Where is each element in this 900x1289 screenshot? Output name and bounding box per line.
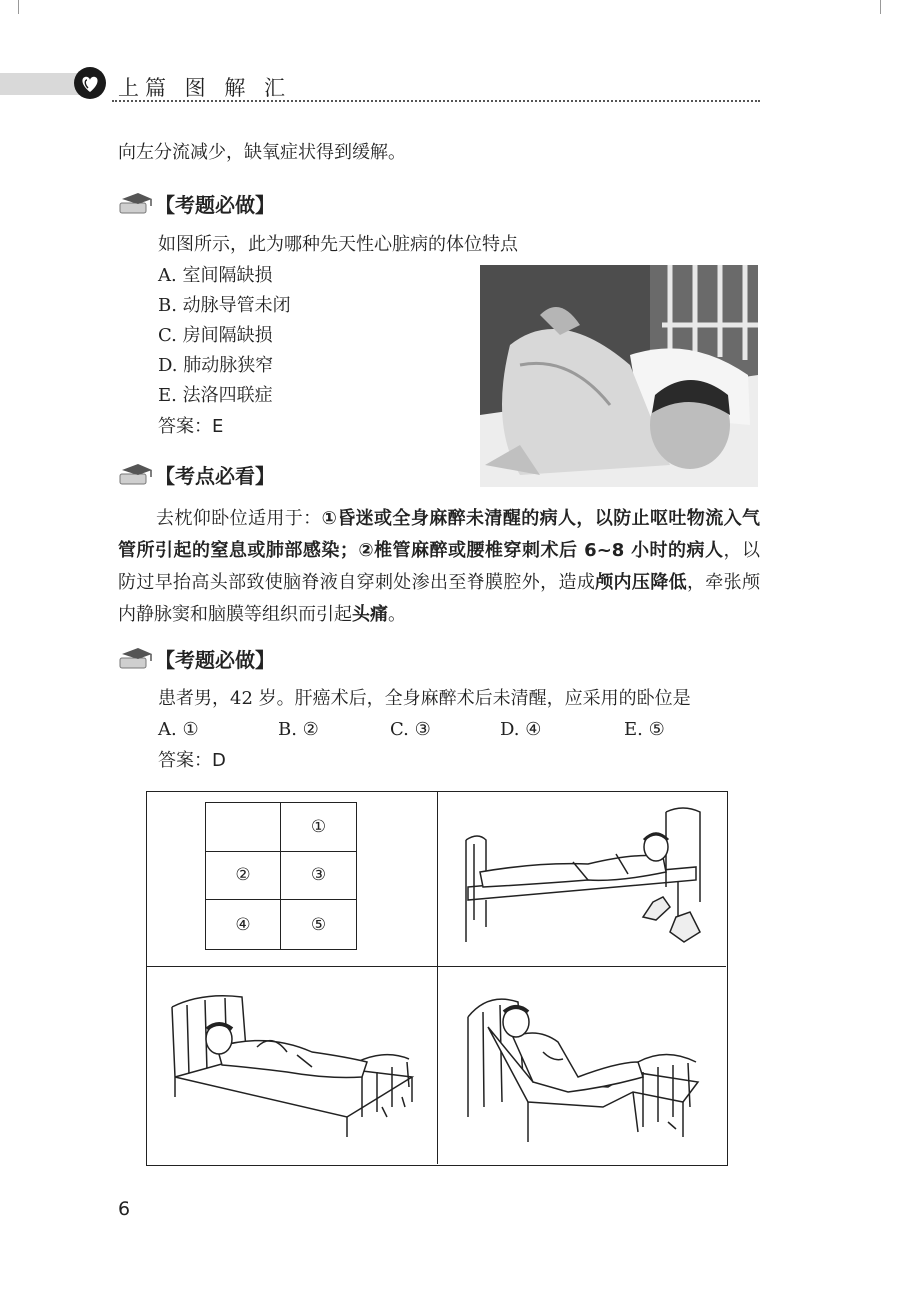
- header-divider: [112, 100, 760, 102]
- header-band: [0, 73, 82, 95]
- position-figure-grid: [146, 791, 728, 1166]
- page-number: 6: [118, 1198, 131, 1220]
- header-title: 上篇 图 解 汇: [118, 76, 292, 100]
- crop-mark: [18, 0, 19, 14]
- diagram-cell: ⑤: [310, 914, 327, 935]
- crop-mark: [880, 0, 881, 14]
- option-e: E. 法洛四联症: [158, 385, 273, 406]
- grid-cell-lateral-bed: [147, 967, 438, 1164]
- child-squatting-photo: [480, 265, 758, 487]
- answer-text: 答案：E: [158, 416, 224, 437]
- option-a: A. 室间隔缺损: [158, 265, 273, 286]
- option-d: D. ④: [500, 719, 542, 740]
- grid-cell-diagram: [147, 792, 438, 967]
- graduation-cap-icon: [118, 461, 154, 487]
- option-e: E. ⑤: [624, 719, 665, 740]
- option-c: C. ③: [390, 719, 431, 740]
- section-title-exam: 【考题必做】: [155, 648, 275, 672]
- graduation-cap-icon: [118, 645, 154, 671]
- answer-text: 答案：D: [158, 750, 226, 771]
- option-a: A. ①: [158, 719, 199, 740]
- option-b: B. 动脉导管未闭: [158, 295, 291, 316]
- diagram-cell: ①: [281, 803, 356, 852]
- graduation-cap-icon: [118, 190, 154, 216]
- diagram-cell: ②: [206, 852, 281, 901]
- option-c: C. 房间隔缺损: [158, 325, 273, 346]
- grid-cell-supine-bed: [438, 792, 726, 967]
- diagram-cell: [206, 803, 281, 852]
- grid-cell-fowler-bed: [438, 967, 726, 1164]
- heart-logo-icon: [74, 67, 106, 99]
- fowler-bed-illustration: [438, 967, 726, 1164]
- diagram-cell: ④: [206, 900, 281, 949]
- section-title-key-points: 【考点必看】: [155, 464, 275, 488]
- diagram-cell: ③: [281, 852, 356, 901]
- option-d: D. 肺动脉狭窄: [158, 355, 274, 376]
- position-number-diagram: [205, 802, 357, 950]
- supine-bed-illustration: [438, 792, 726, 967]
- question-text: 如图所示，此为哪种先天性心脏病的体位特点: [158, 234, 518, 255]
- intro-text: 向左分流减少，缺氧症状得到缓解。: [118, 142, 406, 163]
- key-points-paragraph: 去枕仰卧位适用于：①昏迷或全身麻醉未清醒的病人，以防止呕吐物流入气管所引起的窒息或肺部感染；②椎管麻醉或腰椎穿刺术后 6~8 小时的病人，以防过早抬高头部致使脑脊液自穿刺处渗出至脊膜腔外，造成颅内压降低，牵张颅内静脉窦和脑膜等组织而引起头痛。: [118, 508, 761, 625]
- section-title-exam: 【考题必做】: [155, 193, 275, 217]
- question-text: 患者男，42 岁。肝癌术后，全身麻醉术后未清醒，应采用的卧位是: [158, 688, 691, 709]
- lateral-bed-illustration: [147, 967, 438, 1164]
- option-b: B. ②: [278, 719, 319, 740]
